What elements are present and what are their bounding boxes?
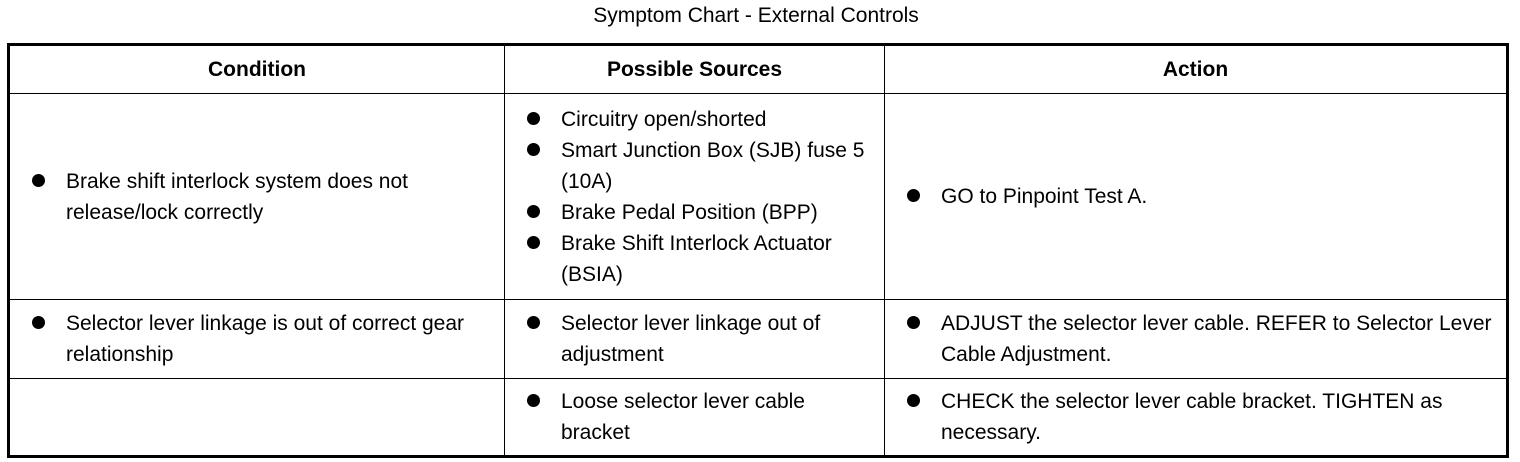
bullet-icon (527, 112, 540, 125)
bullet-icon (527, 143, 540, 156)
sources-cell (505, 379, 885, 457)
list-item (527, 135, 874, 197)
action-text: CHECK the selector lever cable bracket. TIGHTEN as necessary. (941, 390, 1443, 444)
sources-cell (505, 94, 885, 300)
list-item (527, 228, 874, 290)
condition-cell (9, 300, 505, 379)
bullet-icon (907, 316, 920, 329)
list-item (527, 197, 874, 228)
bullet-icon (907, 394, 920, 407)
action-header: Action (885, 45, 1508, 94)
bullet-icon (32, 174, 45, 187)
symptom-table (7, 43, 1509, 458)
action-cell (885, 379, 1508, 457)
bullet-icon (527, 394, 540, 407)
table-row (9, 94, 1508, 300)
condition-cell (9, 379, 505, 457)
action-text: GO to Pinpoint Test A. (941, 185, 1148, 208)
header-row (9, 45, 1508, 94)
bullet-icon (527, 316, 540, 329)
source-text: Brake Pedal Position (BPP) (561, 200, 818, 224)
sources-header: Possible Sources (505, 45, 885, 94)
list-item (527, 104, 874, 135)
action-text: ADJUST the selector lever cable. REFER to Selector Lever Cable Adjustment. (941, 312, 1492, 366)
chart-title: Symptom Chart - External Controls (593, 4, 919, 27)
condition-cell (9, 94, 505, 300)
source-text: Circuitry open/shorted (561, 107, 767, 131)
list-item (527, 386, 874, 448)
source-text: Smart Junction Box (SJB) fuse 5 (10A) (561, 138, 865, 193)
bullet-icon (907, 189, 920, 202)
bullet-icon (32, 316, 45, 329)
source-text: Loose selector lever cable bracket (561, 390, 805, 444)
list-item (907, 181, 1496, 212)
source-text: Brake Shift Interlock Actuator (BSIA) (561, 231, 832, 286)
bullet-icon (527, 236, 540, 249)
table-row (9, 300, 1508, 379)
list-item (32, 308, 494, 370)
action-cell (885, 94, 1508, 300)
sources-cell (505, 300, 885, 379)
list-item (907, 386, 1496, 448)
table-row (9, 379, 1508, 457)
action-cell (885, 300, 1508, 379)
condition-text: Brake shift interlock system does not release/lock correctly (66, 169, 408, 224)
source-text: Selector lever linkage out of adjustment (561, 312, 821, 366)
condition-header: Condition (9, 45, 505, 94)
condition-text: Selector lever linkage is out of correct gear relationship (66, 312, 465, 366)
list-item (527, 308, 874, 370)
list-item (32, 166, 494, 228)
bullet-icon (527, 205, 540, 218)
list-item (907, 308, 1496, 370)
